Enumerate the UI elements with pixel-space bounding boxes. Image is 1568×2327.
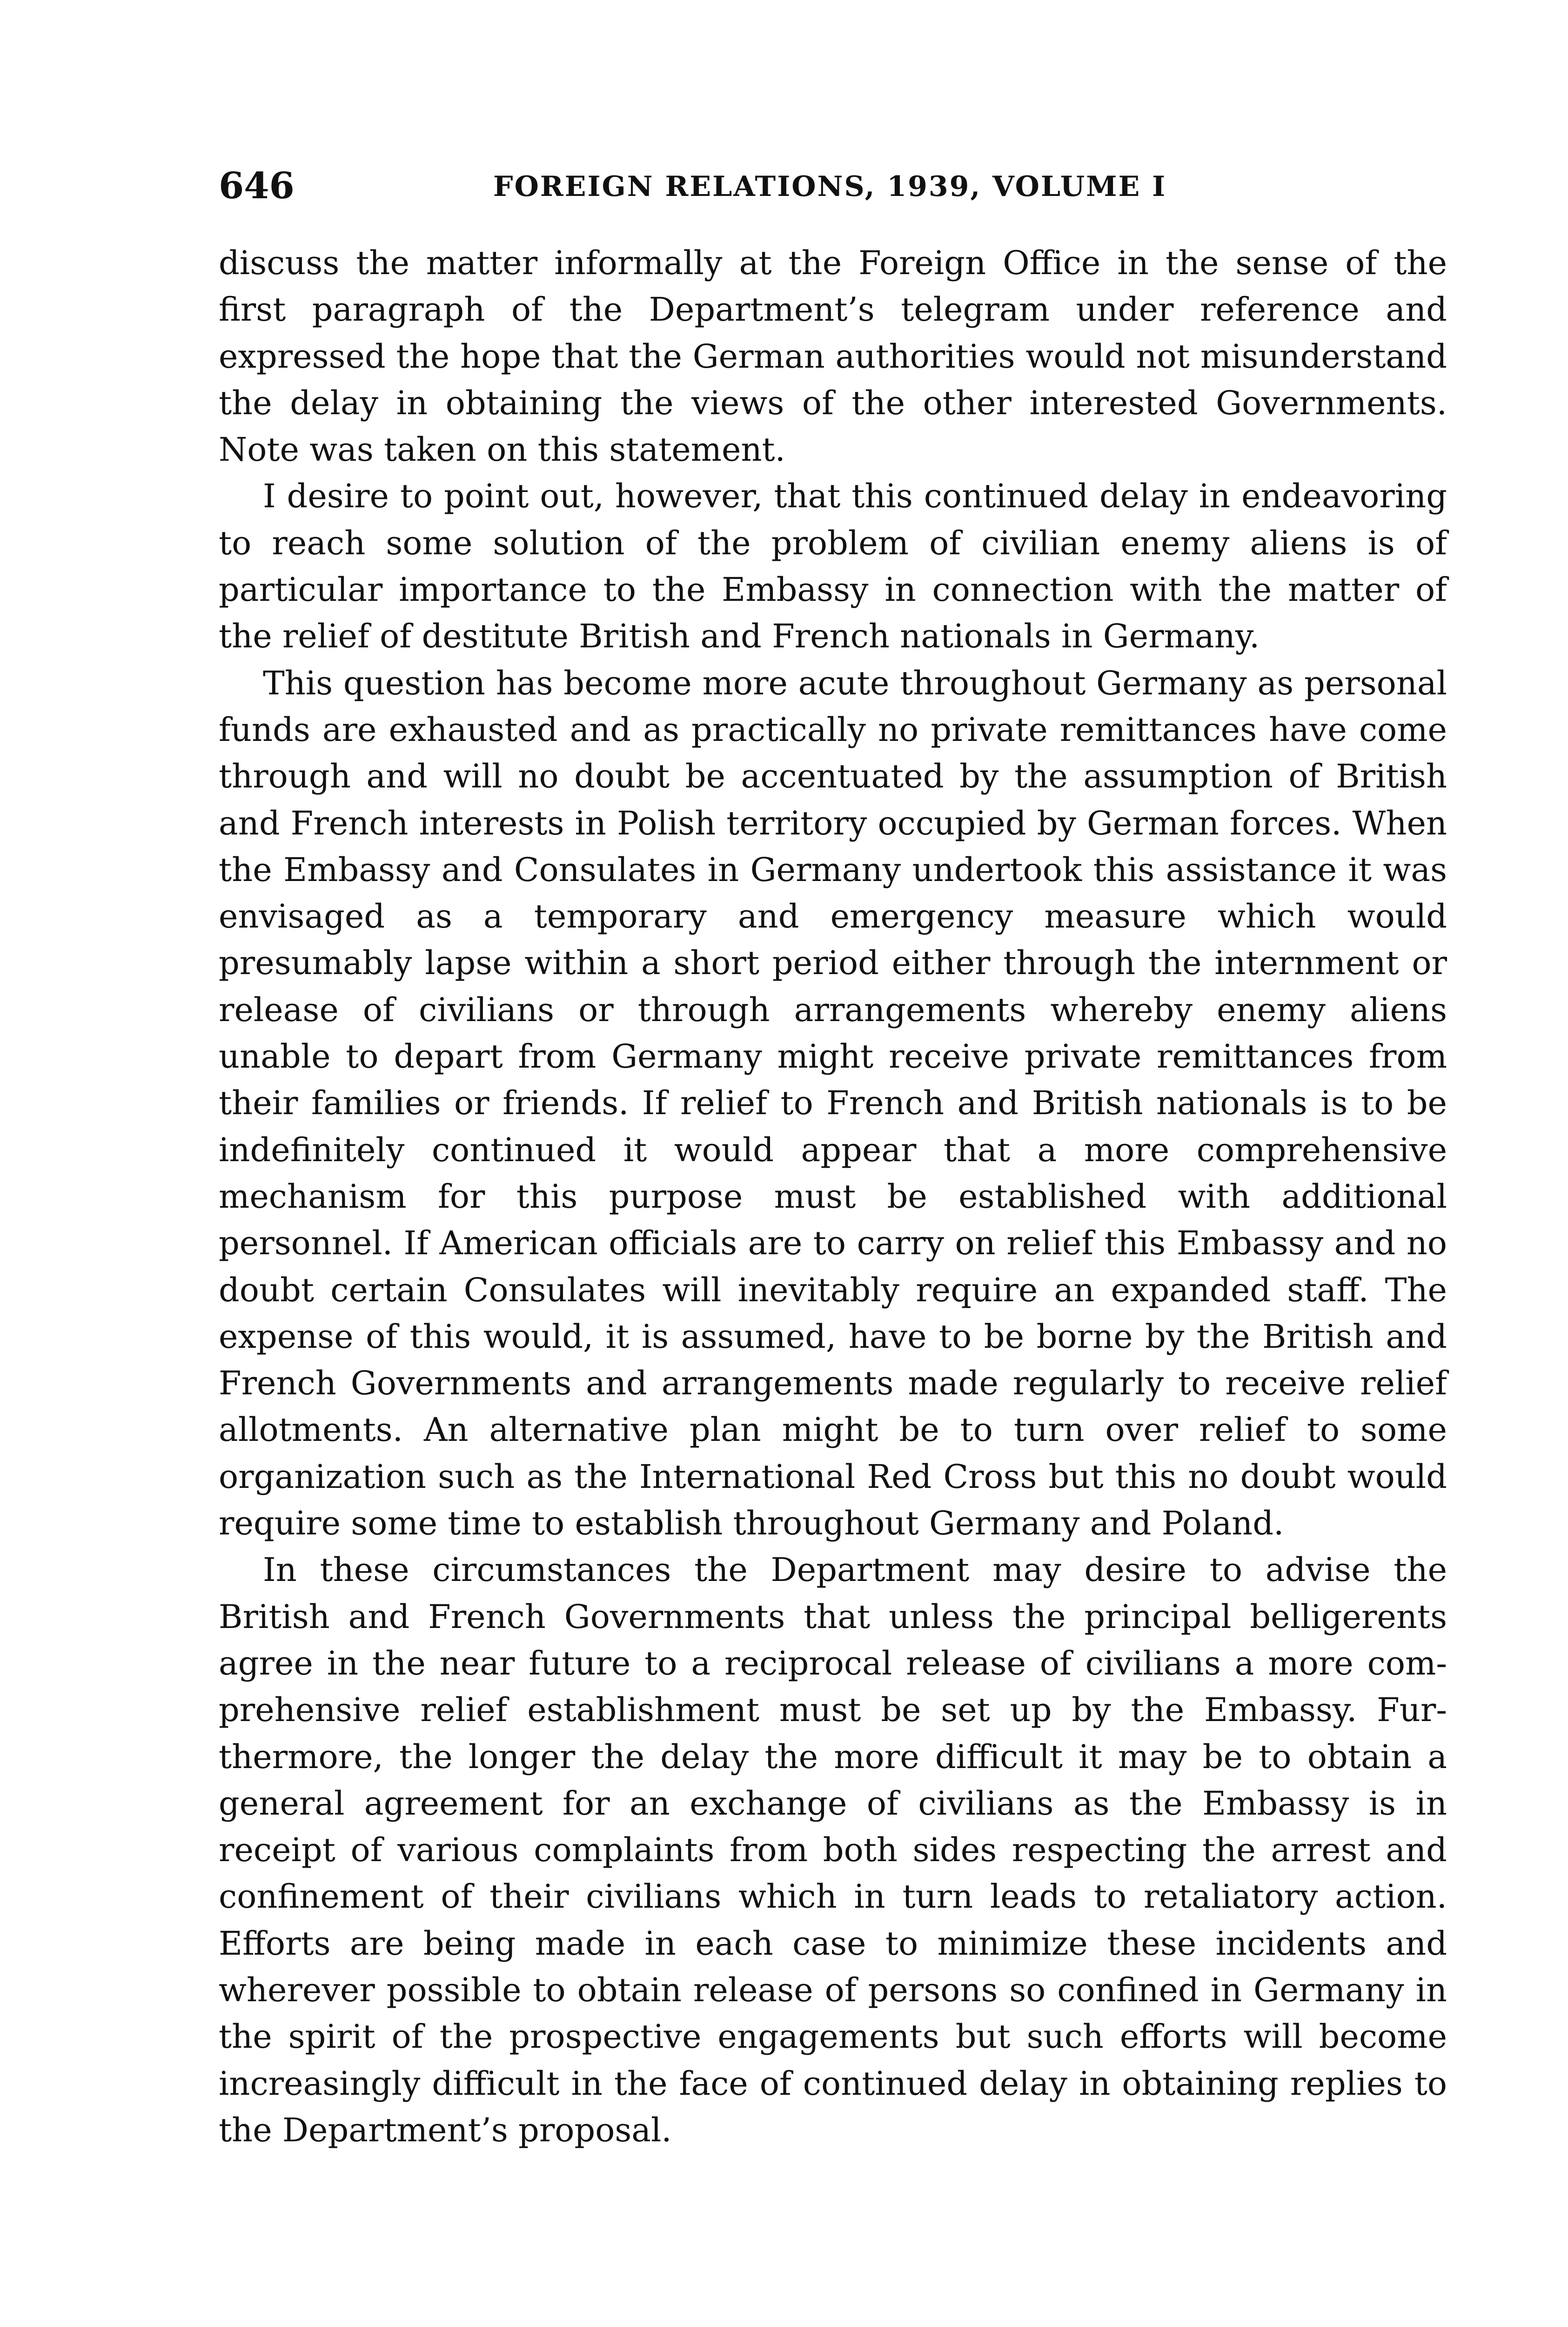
body-text [219,240,1447,2153]
running-head [219,161,1447,212]
paragraph: In these circumstances the Department may desire to advise the British and French Governments that unless the principal belligerents agree in the near future to a reciprocal release of civilians a more comprehensive relief establishment must be set up by the Embassy. Furthermore, the longer the delay the more difficult it may be to obtain a general agreement for an exchange of civilians as the Embassy is in receipt of various complaints from both sides respecting the arrest and confinement of their civilians which in turn leads to retaliatory action. Efforts are being made in each case to minimize these incidents and wherever possible to obtain release of persons so confined in Germany in the spirit of the prospective engagements but such efforts will become increasingly difficult in the face of continued delay in obtaining replies to the Department’s proposal. [219,1551,1447,2149]
paragraph: I desire to point out, however, that this continued delay in endeavoring to reach some solution of the problem of civilian enemy aliens is of particular importance to the Embassy in connection with the matter of the relief of destitute British and French nationals in Germany. [219,477,1447,656]
paragraph: This question has become more acute throughout Germany as personal funds are exhausted and as practically no private remittances have come through and will no doubt be accentuated by the assumption of British and French interests in Polish territory occupied by German forces. When the Embassy and Consulates in Germany undertook this assistance it was envisaged as a temporary and emergency measure which would presumably lapse within a short period either through the internment or release of civilians or through arrangements whereby enemy aliens unable to depart from Germany might receive private remittances from their families or friends. If relief to French and British nationals is to be indefinitely continued it would appear that a more comprehensive mechanism for this purpose must be established with additional personnel. If American officials are to carry on relief this Embassy and no doubt certain Consulates will inevitably require an expanded staff. The expense of this would, it is assumed, have to be borne by the British and French Governments and arrangements made regularly to receive relief allotments. An alternative plan might be to turn over relief to some organization such as the International Red Cross but this no doubt would require some time to establish throughout Germany and Poland. [219,664,1447,1543]
page-number: 646 [219,165,295,207]
paragraph-continued: discuss the matter informally at the Foreign Office in the sense of the first paragraph of the Department’s telegram under reference and expressed the hope that the German authorities would not misunderstand the delay in obtaining the views of the other interested Governments. Note was taken on this statement. [219,244,1447,469]
running-title: FOREIGN RELATIONS, 1939, VOLUME I [493,170,1167,203]
